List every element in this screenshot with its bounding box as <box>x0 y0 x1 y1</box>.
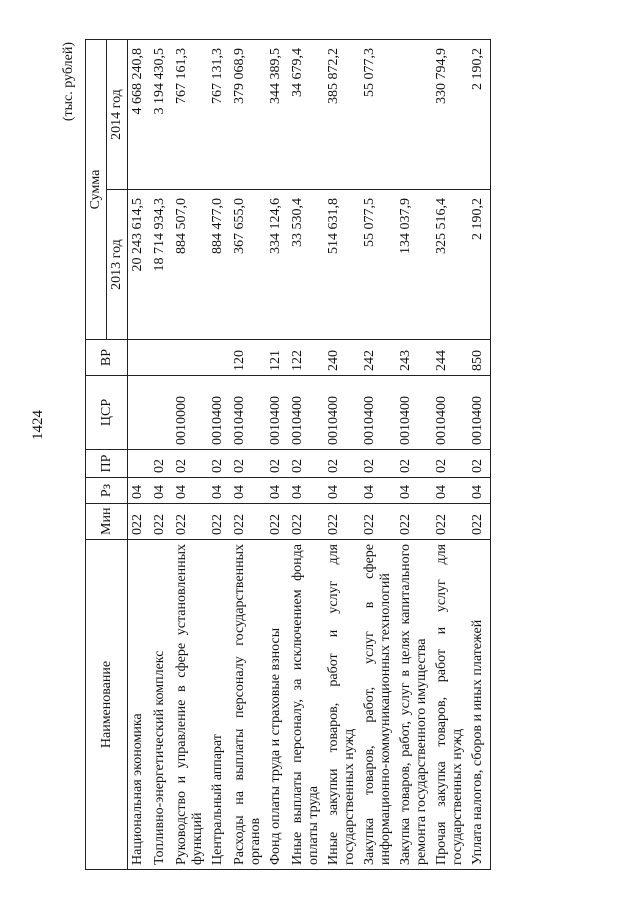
cell-min: 022 <box>128 504 151 540</box>
cell-min: 022 <box>360 504 396 540</box>
cell-csr: 0010400 <box>360 376 396 450</box>
table-row <box>266 40 288 870</box>
cell-vr <box>150 340 172 376</box>
table-row <box>150 40 172 870</box>
cell-min: 022 <box>150 504 172 540</box>
cell-name: Центральный аппарат <box>208 540 230 870</box>
cell-pr: 02 <box>360 450 396 478</box>
cell-rz: 04 <box>432 478 468 504</box>
cell-rz: 04 <box>266 478 288 504</box>
cell-name: Уплата налогов, сборов и иных платежей <box>468 540 491 870</box>
cell-rz: 04 <box>172 478 208 504</box>
cell-csr: 0010400 <box>288 376 324 450</box>
table-row <box>432 40 468 870</box>
table-row <box>468 40 491 870</box>
cell-vr: 850 <box>468 340 491 376</box>
units-label: (тыс. рублей) <box>61 42 76 122</box>
cell-y2014: 385 872,2 <box>324 40 360 190</box>
cell-pr: 02 <box>288 450 324 478</box>
cell-csr: 0010400 <box>324 376 360 450</box>
table-body <box>128 40 491 870</box>
cell-y2013: 134 037,9 <box>396 190 432 340</box>
cell-name: Топливно-энергетический комплекс <box>150 540 172 870</box>
page-number: 1424 <box>30 410 46 440</box>
cell-csr: 0010400 <box>266 376 288 450</box>
cell-pr: 02 <box>432 450 468 478</box>
cell-rz: 04 <box>324 478 360 504</box>
cell-rz: 04 <box>468 478 491 504</box>
cell-rz: 04 <box>128 478 151 504</box>
cell-vr <box>128 340 151 376</box>
cell-y2014: 767 161,3 <box>172 40 208 190</box>
header-csr: ЦСР <box>86 376 128 450</box>
cell-y2013: 367 655,0 <box>230 190 266 340</box>
cell-y2013: 334 124,6 <box>266 190 288 340</box>
cell-y2013: 20 243 614,5 <box>128 190 151 340</box>
cell-pr: 02 <box>324 450 360 478</box>
cell-rz: 04 <box>396 478 432 504</box>
cell-name: Фонд оплаты труда и страховые взносы <box>266 540 288 870</box>
cell-y2013: 884 477,0 <box>208 190 230 340</box>
cell-y2014: 4 668 240,8 <box>128 40 151 190</box>
cell-pr: 02 <box>208 450 230 478</box>
cell-y2013: 18 714 934,3 <box>150 190 172 340</box>
table-row <box>396 40 432 870</box>
cell-name: Иные закупки товаров, работ и услуг для государственных нужд <box>324 540 360 870</box>
cell-vr: 120 <box>230 340 266 376</box>
header-name: Наименование <box>86 540 128 870</box>
cell-min: 022 <box>172 504 208 540</box>
cell-y2013: 514 631,8 <box>324 190 360 340</box>
cell-csr <box>150 376 172 450</box>
table-header <box>86 40 128 870</box>
table-row <box>172 40 208 870</box>
cell-vr <box>172 340 208 376</box>
cell-vr <box>208 340 230 376</box>
cell-csr: 0010400 <box>468 376 491 450</box>
cell-vr: 121 <box>266 340 288 376</box>
cell-name: Руководство и управление в сфере установленных функций <box>172 540 208 870</box>
cell-name: Национальная экономика <box>128 540 151 870</box>
cell-min: 022 <box>432 504 468 540</box>
cell-y2014: 34 679,4 <box>288 40 324 190</box>
cell-vr: 242 <box>360 340 396 376</box>
header-rz: Рз <box>86 478 128 504</box>
cell-y2014: 379 068,9 <box>230 40 266 190</box>
cell-y2013: 884 507,0 <box>172 190 208 340</box>
cell-pr: 02 <box>468 450 491 478</box>
cell-csr: 0010400 <box>396 376 432 450</box>
rotated-page <box>61 30 640 880</box>
cell-vr: 243 <box>396 340 432 376</box>
table-row <box>324 40 360 870</box>
cell-csr: 0010400 <box>230 376 266 450</box>
cell-rz: 04 <box>150 478 172 504</box>
cell-y2013: 55 077,5 <box>360 190 396 340</box>
cell-y2013: 33 530,4 <box>288 190 324 340</box>
cell-y2013: 325 516,4 <box>432 190 468 340</box>
header-min: Мин <box>86 504 128 540</box>
cell-name: Закупка товаров, работ, услуг в сфере информационно-коммуникационных технологий <box>360 540 396 870</box>
header-2013: 2013 год <box>107 190 128 340</box>
cell-pr: 02 <box>266 450 288 478</box>
cell-min: 022 <box>208 504 230 540</box>
cell-y2014: 344 389,5 <box>266 40 288 190</box>
header-vr: ВР <box>86 340 128 376</box>
cell-y2014: 2 190,2 <box>468 40 491 190</box>
cell-csr <box>128 376 151 450</box>
budget-table <box>85 39 491 870</box>
cell-y2014: 767 131,3 <box>208 40 230 190</box>
cell-min: 022 <box>324 504 360 540</box>
cell-min: 022 <box>266 504 288 540</box>
cell-min: 022 <box>230 504 266 540</box>
cell-name: Иные выплаты персоналу, за исключением фонда оплаты труда <box>288 540 324 870</box>
cell-vr: 244 <box>432 340 468 376</box>
cell-rz: 04 <box>208 478 230 504</box>
header-sum: Сумма <box>86 40 107 340</box>
table-row <box>208 40 230 870</box>
cell-min: 022 <box>396 504 432 540</box>
cell-name: Расходы на выплаты персоналу государственных органов <box>230 540 266 870</box>
cell-pr: 02 <box>150 450 172 478</box>
cell-csr: 0010400 <box>208 376 230 450</box>
cell-rz: 04 <box>288 478 324 504</box>
cell-y2014: 3 194 430,5 <box>150 40 172 190</box>
header-2014: 2014 год <box>107 40 128 190</box>
cell-pr: 02 <box>396 450 432 478</box>
table-row <box>230 40 266 870</box>
cell-y2013: 2 190,2 <box>468 190 491 340</box>
table-row <box>128 40 151 870</box>
cell-name: Закупка товаров, работ, услуг в целях капитального ремонта государственного имущества <box>396 540 432 870</box>
cell-min: 022 <box>288 504 324 540</box>
cell-y2014 <box>396 40 432 190</box>
cell-csr: 0010000 <box>172 376 208 450</box>
cell-pr <box>128 450 151 478</box>
cell-vr: 240 <box>324 340 360 376</box>
cell-min: 022 <box>468 504 491 540</box>
cell-rz: 04 <box>360 478 396 504</box>
cell-pr: 02 <box>230 450 266 478</box>
header-pr: ПР <box>86 450 128 478</box>
cell-y2014: 55 077,3 <box>360 40 396 190</box>
cell-y2014: 330 794,9 <box>432 40 468 190</box>
table-row <box>360 40 396 870</box>
cell-vr: 122 <box>288 340 324 376</box>
cell-csr: 0010400 <box>432 376 468 450</box>
cell-pr: 02 <box>172 450 208 478</box>
cell-rz: 04 <box>230 478 266 504</box>
table-row <box>288 40 324 870</box>
cell-name: Прочая закупка товаров, работ и услуг для государственных нужд <box>432 540 468 870</box>
